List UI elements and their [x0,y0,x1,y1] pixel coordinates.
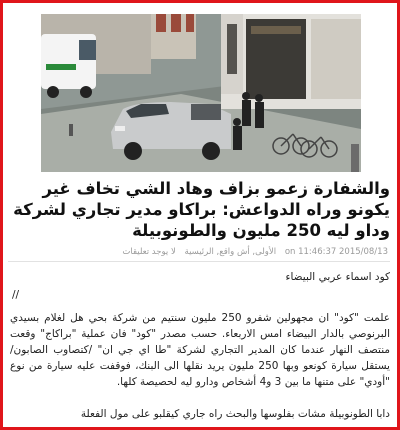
article-headline[interactable]: والشفارة زعمو بزاف وهاد الشي تخاف غير يكونو وراه الدواعش: براكاو مدير تجاري لشركة وداو ليه 250 مليون والطونوبيلة [13,179,390,240]
article-photo [41,14,361,172]
author-separator: // [12,289,20,301]
author-line: كود اسماء عربي البيضاء [285,271,390,283]
article-meta [18,247,388,257]
meta-breadcrumb[interactable]: الأولى, أش واقع, الرئيسية [184,247,277,257]
meta-comments[interactable]: لا يوجد تعليقات [122,247,176,257]
separator [8,261,390,262]
article-paragraph-2: دابا الطونوبيلة مشات بفلوسها والبحث راه جاري كيقلبو على مول الفعلة [80,408,390,420]
meta-timestamp: 2015/08/13 11:46:37 on [284,247,388,257]
article-paragraph-1: علمت "كود" ان مجهولين شفرو 250 مليون سنتيم من شركة بحي هل لغلام بسيدي البرنوصي بالدار البيضاء امس الاربعاء. حسب مصدر "كود" فان عملية "براكاج" وقعت منتصف النهار عندما كان المدير التجاري لشركة "طا اي جي ان" /كتصاوب الصابون/ يستقل سيارة كونعو وبها 250 مليون يريد نقلها الى البنك، فوقفت عليه سيارة من نوع "أودي" على متنها ما بين 3 و4 أشخاص ودارو ليه لحصيصة كلها. [10,312,390,388]
